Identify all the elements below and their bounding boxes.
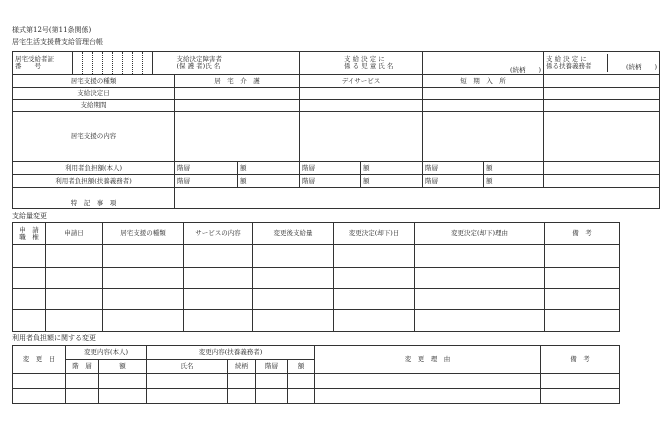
recipient-cert-label: 居宅受給者証 番 号 xyxy=(13,52,73,75)
burden-cell[interactable] xyxy=(541,374,620,389)
burden-cell[interactable] xyxy=(288,374,315,389)
document-title: 居宅生活支援費支給管理台帳 xyxy=(12,38,103,46)
change-cell[interactable] xyxy=(415,310,545,332)
burden-cell[interactable] xyxy=(256,374,288,389)
burden-extra-cell[interactable] xyxy=(544,175,660,188)
amount-label: 額 xyxy=(238,162,300,175)
amount-label: 額 xyxy=(238,175,300,188)
guardian-tier-header: 階層 xyxy=(256,360,288,374)
change-cell[interactable] xyxy=(545,289,620,310)
burden-cell[interactable] xyxy=(541,389,620,404)
guardian-relation-header: 続柄 xyxy=(228,360,256,374)
guardian-name-header: 氏名 xyxy=(147,360,228,374)
content-guardian-header: 変更内容(扶養義務者) xyxy=(147,346,315,360)
content-field[interactable] xyxy=(300,112,423,162)
change-cell[interactable] xyxy=(545,245,620,268)
change-cell[interactable] xyxy=(13,289,46,310)
notes-label: 特 記 事 項 xyxy=(13,188,175,209)
service-type-row xyxy=(13,75,660,88)
service-extra-cell[interactable] xyxy=(544,75,660,88)
change-cell[interactable] xyxy=(103,289,184,310)
header-row xyxy=(13,52,660,75)
burden-cell[interactable] xyxy=(13,389,66,404)
change-row xyxy=(13,310,620,332)
change-cell[interactable] xyxy=(184,245,253,268)
content-field[interactable] xyxy=(175,112,300,162)
remarks-header: 備 考 xyxy=(545,223,620,245)
amount-label: 額 xyxy=(484,175,544,188)
change-cell[interactable] xyxy=(103,310,184,332)
guardian-amount-header: 額 xyxy=(288,360,315,374)
decision-date-field[interactable] xyxy=(544,88,660,100)
burden-row xyxy=(13,389,620,404)
child-label: 支 給 決 定 に 係 る 児 童 氏 名 xyxy=(300,52,423,75)
tier-label: 階層 xyxy=(300,162,361,175)
burden-cell[interactable] xyxy=(228,374,256,389)
support-type-label: 居宅支援の種類 xyxy=(13,75,175,88)
change-cell[interactable] xyxy=(415,245,545,268)
change-cell[interactable] xyxy=(13,245,46,268)
content-label: 居宅支援の内容 xyxy=(13,112,175,162)
disabled-person-label: 支給決定障害者 (保 護 者)氏 名 xyxy=(175,52,300,75)
period-label: 支給期間 xyxy=(13,100,175,112)
change-row xyxy=(13,289,620,310)
amount-label: 額 xyxy=(484,162,544,175)
change-section-title: 支給量変更 xyxy=(12,212,47,220)
tier-label: 階層 xyxy=(300,175,361,188)
change-row xyxy=(13,245,620,268)
burden-cell[interactable] xyxy=(315,389,541,404)
decision-date-field[interactable] xyxy=(423,88,544,100)
guardian-relation[interactable]: (続柄 ) xyxy=(625,63,658,71)
burden-cell[interactable] xyxy=(147,374,228,389)
change-cell[interactable] xyxy=(334,245,415,268)
tier-label: 階層 xyxy=(175,175,238,188)
tier-label: 階層 xyxy=(175,162,238,175)
service-short-stay: 短 期 入 所 xyxy=(423,75,544,88)
burden-cell[interactable] xyxy=(99,389,147,404)
burden-cell[interactable] xyxy=(66,389,99,404)
content-field[interactable] xyxy=(544,112,660,162)
tier-label: 階層 xyxy=(423,162,484,175)
burden-extra-cell[interactable] xyxy=(544,162,660,175)
period-row xyxy=(13,100,660,112)
change-cell[interactable] xyxy=(253,268,334,289)
change-cell[interactable] xyxy=(253,245,334,268)
burden-cell[interactable] xyxy=(288,389,315,404)
content-field[interactable] xyxy=(423,112,544,162)
cert-digit-box[interactable] xyxy=(153,52,175,75)
support-type-header: 居宅支援の種類 xyxy=(103,223,184,245)
change-header-row xyxy=(13,223,620,245)
change-date-header: 変 更 日 xyxy=(13,346,66,374)
decision-date-label: 支給決定日 xyxy=(13,88,175,100)
burden-cell[interactable] xyxy=(13,374,66,389)
decision-date-row xyxy=(13,88,660,100)
burden-row xyxy=(13,374,620,389)
cert-digit-box[interactable] xyxy=(143,52,153,75)
user-burden-label: 利用者負担額(本人) xyxy=(13,162,175,175)
burden-cell[interactable] xyxy=(66,374,99,389)
change-cell[interactable] xyxy=(415,268,545,289)
cert-digit-box[interactable] xyxy=(123,52,133,75)
change-cell[interactable] xyxy=(545,310,620,332)
period-field[interactable] xyxy=(544,100,660,112)
change-cell[interactable] xyxy=(334,289,415,310)
application-date-header: 申請日 xyxy=(46,223,103,245)
guardian-cell[interactable] xyxy=(544,52,660,75)
change-cell[interactable] xyxy=(545,268,620,289)
change-cell[interactable] xyxy=(334,268,415,289)
change-decision-date-header: 変更決定(却下)日 xyxy=(334,223,415,245)
change-cell[interactable] xyxy=(184,289,253,310)
guardian-label: 支 給 決 定 に 係る扶養義務者 xyxy=(544,54,608,72)
service-day-service: デイサービス xyxy=(300,75,423,88)
change-cell[interactable] xyxy=(184,310,253,332)
cert-digit-box[interactable] xyxy=(113,52,123,75)
burden-section-title: 利用者負担額に関する変更 xyxy=(12,334,96,342)
burden-change-table xyxy=(12,345,620,404)
content-self-header: 変更内容(本人) xyxy=(66,346,147,360)
burden-reason-header: 変 更 理 由 xyxy=(315,346,541,374)
burden-cell[interactable] xyxy=(228,389,256,404)
application-type-header: 申 請 職 権 xyxy=(13,223,46,245)
decision-date-field[interactable] xyxy=(300,88,423,100)
content-row xyxy=(13,112,660,162)
cert-digit-box[interactable] xyxy=(133,52,143,75)
period-field[interactable] xyxy=(175,100,300,112)
cert-digit-box[interactable] xyxy=(73,52,83,75)
change-reason-header: 変更決定(却下)理由 xyxy=(415,223,545,245)
change-cell[interactable] xyxy=(46,245,103,268)
change-cell[interactable] xyxy=(184,268,253,289)
notes-row xyxy=(13,188,660,209)
notes-field[interactable] xyxy=(175,188,660,209)
amount-label: 額 xyxy=(361,162,423,175)
burden-cell[interactable] xyxy=(256,389,288,404)
cert-digit-box[interactable] xyxy=(103,52,113,75)
guardian-burden-row xyxy=(13,175,660,188)
service-content-header: サービスの内容 xyxy=(184,223,253,245)
change-cell[interactable] xyxy=(253,289,334,310)
burden-header-row-1 xyxy=(13,346,620,360)
change-cell[interactable] xyxy=(253,310,334,332)
amount-after-header: 変更後支給量 xyxy=(253,223,334,245)
burden-remarks-header: 備 考 xyxy=(541,346,620,374)
self-amount-header: 額 xyxy=(99,360,147,374)
change-row xyxy=(13,268,620,289)
change-cell[interactable] xyxy=(46,289,103,310)
change-cell[interactable] xyxy=(13,310,46,332)
change-cell[interactable] xyxy=(103,245,184,268)
change-cell[interactable] xyxy=(415,289,545,310)
period-field[interactable] xyxy=(300,100,423,112)
guardian-burden-label: 利用者負担額(扶養義務者) xyxy=(13,175,175,188)
burden-cell[interactable] xyxy=(315,374,541,389)
change-cell[interactable] xyxy=(46,310,103,332)
burden-cell[interactable] xyxy=(99,374,147,389)
period-field[interactable] xyxy=(423,100,544,112)
service-home-care: 居 宅 介 護 xyxy=(175,75,300,88)
change-cell[interactable] xyxy=(13,268,46,289)
tier-label: 階層 xyxy=(423,175,484,188)
burden-cell[interactable] xyxy=(147,389,228,404)
self-tier-header: 階 層 xyxy=(66,360,99,374)
user-burden-row xyxy=(13,162,660,175)
form-number: 様式第12号(第11条関係) xyxy=(12,26,92,34)
change-cell[interactable] xyxy=(334,310,415,332)
supply-change-table xyxy=(12,222,620,332)
ledger-main-table xyxy=(12,51,660,209)
change-cell[interactable] xyxy=(46,268,103,289)
child-relation[interactable]: (続柄 ) xyxy=(423,52,544,75)
cert-digit-box[interactable] xyxy=(93,52,103,75)
decision-date-field[interactable] xyxy=(175,88,300,100)
change-cell[interactable] xyxy=(103,268,184,289)
cert-digit-box[interactable] xyxy=(83,52,93,75)
amount-label: 額 xyxy=(361,175,423,188)
